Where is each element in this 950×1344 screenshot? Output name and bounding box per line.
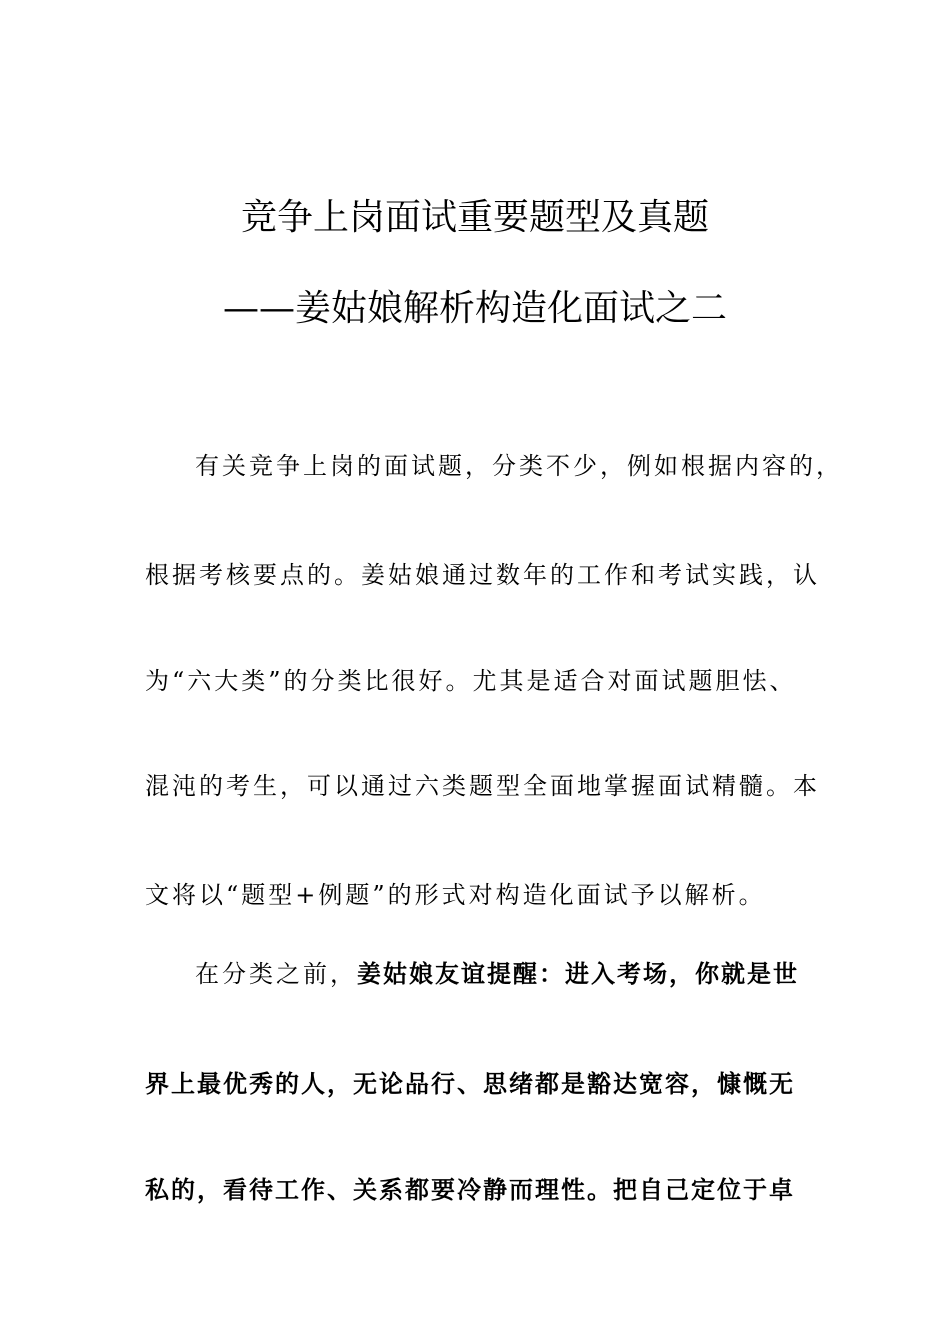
paragraph-line: 文将以“题型+例题”的形式对构造化面试予以解析。 (145, 881, 766, 909)
paragraph-line: 根据考核要点的。姜姑娘通过数年的工作和考试实践，认 (145, 561, 820, 589)
document-title: 竞争上岗面试重要题型及真题 (240, 197, 709, 238)
reminder-line: 私的，看待工作、关系都要冷静而理性。把自己定位于卓 (145, 1176, 795, 1204)
paragraph-line (195, 960, 825, 988)
reminder-text: 姜姑娘友谊提醒：进入考场，你就是世 (357, 960, 799, 988)
paragraph-line: 为“六大类”的分类比很好。尤其是适合对面试题胆怯、 (145, 667, 797, 695)
paragraph-line: 有关竞争上岗的面试题，分类不少，例如根据内容的， (195, 452, 843, 480)
reminder-line: 界上最优秀的人，无论品行、思绪都是豁达宽容，慷慨无 (145, 1070, 795, 1098)
document-subtitle: ——姜姑娘解析构造化面试之二 (222, 288, 727, 329)
paragraph-lead-text: 在分类之前， (195, 960, 357, 988)
paragraph-line: 混沌的考生，可以通过六类题型全面地掌握面试精髓。本 (145, 772, 820, 800)
